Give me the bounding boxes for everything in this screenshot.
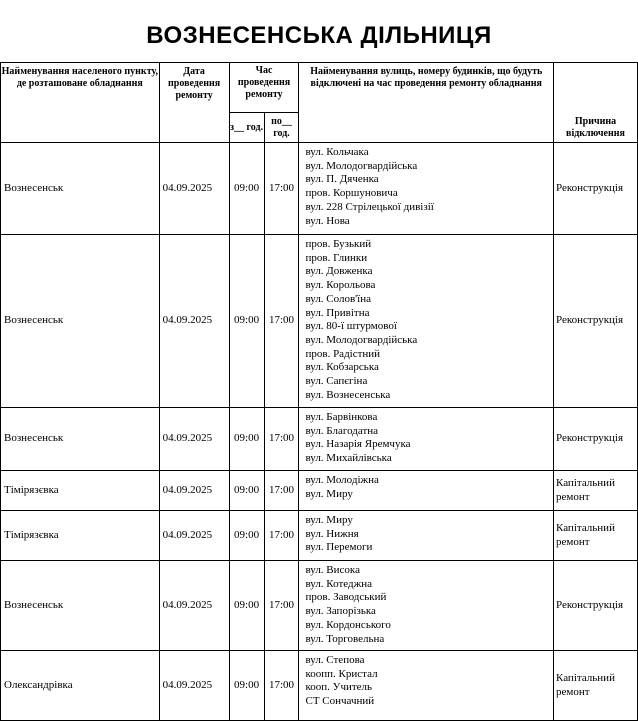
- date-cell: 04.09.2025: [159, 408, 229, 471]
- time-from-cell: 09:00: [229, 408, 264, 471]
- time-to-cell: 17:00: [264, 471, 299, 511]
- street-item: вул. Солов'їна: [305, 292, 371, 305]
- location-cell: Вознесенськ: [1, 408, 160, 471]
- location-cell: Тімірязєвка: [1, 471, 160, 511]
- street-item: пров. Бузький: [305, 238, 372, 250]
- street-item: вул. 228 Стрілецької дивізії: [305, 200, 434, 213]
- streets-cell: [299, 235, 554, 408]
- date-cell: 04.09.2025: [159, 511, 229, 561]
- time-from-cell: 09:00: [229, 471, 264, 511]
- street-item: вул. Благодатна: [305, 424, 379, 437]
- time-from-cell: 09:00: [229, 511, 264, 561]
- date-cell: 04.09.2025: [159, 143, 229, 235]
- streets-cell: [299, 511, 554, 561]
- street-item: вул. Нижня: [305, 527, 359, 540]
- table-row: [1, 651, 638, 721]
- street-item: вул. Кобзарська: [305, 361, 379, 374]
- header-location: Найменування населеного пункту, де розташоване обладнання: [1, 63, 160, 143]
- header-reason: Причина відключення: [554, 113, 638, 143]
- location-cell: Вознесенськ: [1, 143, 160, 235]
- street-item: коопп. Кристал: [305, 667, 378, 680]
- street-item: вул. Довженка: [305, 265, 373, 278]
- time-to-cell: 17:00: [264, 651, 299, 721]
- street-item: кооп. Учитель: [305, 681, 373, 694]
- street-item: вул. Запорізька: [305, 605, 376, 618]
- page-title: ВОЗНЕСЕНСЬКА ДІЛЬНИЦЯ: [146, 22, 492, 49]
- date-cell: 04.09.2025: [159, 561, 229, 651]
- reason-cell: Капітальний ремонт: [554, 471, 638, 511]
- streets-cell: [299, 651, 554, 721]
- location-cell: Вознесенськ: [1, 561, 160, 651]
- street-item: вул. Нова: [305, 214, 350, 227]
- time-from-cell: 09:00: [229, 235, 264, 408]
- reason-cell: Реконструкція: [554, 408, 638, 471]
- table-row: [1, 561, 638, 651]
- reason-cell: Капітальний ремонт: [554, 651, 638, 721]
- time-from-cell: 09:00: [229, 651, 264, 721]
- table-row: [1, 511, 638, 561]
- street-item: вул. П. Дяченка: [305, 173, 379, 186]
- street-item: вул. Перемоги: [305, 541, 373, 554]
- street-item: вул. Висока: [305, 564, 360, 576]
- reason-cell: Реконструкція: [554, 143, 638, 235]
- reason-cell: Капітальний ремонт: [554, 511, 638, 561]
- street-item: вул. Степова: [305, 654, 365, 666]
- time-from-cell: 09:00: [229, 143, 264, 235]
- street-item: вул. Миру: [305, 487, 353, 500]
- streets-cell: [299, 143, 554, 235]
- date-cell: 04.09.2025: [159, 235, 229, 408]
- street-item: вул. Молодіжна: [305, 474, 379, 486]
- street-item: вул. Назарія Яремчука: [305, 438, 411, 451]
- table-row: [1, 235, 638, 408]
- header-time: Час проведення ремонту: [229, 63, 299, 113]
- street-item: пров. Радістний: [305, 347, 381, 360]
- table-row: [1, 471, 638, 511]
- header-streets: Найменування вулиць, номеру будинків, що будуть відключені на час проведення ремонту обладнання: [299, 63, 554, 143]
- location-cell: Вознесенськ: [1, 235, 160, 408]
- street-item: вул. 80-ї штурмової: [305, 320, 397, 333]
- streets-cell: [299, 408, 554, 471]
- reason-cell: Реконструкція: [554, 235, 638, 408]
- street-item: вул. Котеджна: [305, 577, 372, 590]
- street-item: вул. Сапєгіна: [305, 375, 368, 388]
- street-item: вул. Миру: [305, 514, 353, 526]
- time-to-cell: 17:00: [264, 511, 299, 561]
- time-to-cell: 17:00: [264, 143, 299, 235]
- street-item: вул. Вознесенська: [305, 388, 391, 401]
- street-item: вул. Молодогвардійська: [305, 333, 418, 346]
- header-time-to: по__ год.: [264, 113, 299, 143]
- street-item: вул. Кордонського: [305, 618, 391, 631]
- reason-cell: Реконструкція: [554, 561, 638, 651]
- date-cell: 04.09.2025: [159, 651, 229, 721]
- street-item: пров. Глинки: [305, 251, 368, 264]
- table-body: [1, 143, 638, 721]
- table-row: [1, 408, 638, 471]
- streets-cell: [299, 561, 554, 651]
- street-item: СТ Сончачний: [305, 695, 375, 708]
- header-time-from: з__ год.: [229, 113, 264, 143]
- time-to-cell: 17:00: [264, 561, 299, 651]
- street-item: вул. Молодогвардійська: [305, 159, 418, 172]
- street-item: вул. Кольчака: [305, 146, 369, 158]
- header-blank-cell: [554, 63, 638, 113]
- table-row: [1, 143, 638, 235]
- street-item: пров. Заводський: [305, 591, 387, 604]
- header-date: Дата проведення ремонту: [159, 63, 229, 143]
- streets-cell: [299, 471, 554, 511]
- location-cell: Олександрівка: [1, 651, 160, 721]
- date-cell: 04.09.2025: [159, 471, 229, 511]
- street-item: вул. Корольова: [305, 279, 376, 292]
- time-to-cell: 17:00: [264, 408, 299, 471]
- street-item: вул. Торговельна: [305, 632, 385, 645]
- time-to-cell: 17:00: [264, 235, 299, 408]
- street-item: вул. Привітна: [305, 306, 370, 319]
- street-item: пров. Коршуновича: [305, 187, 398, 200]
- street-item: вул. Барвінкова: [305, 411, 378, 423]
- street-item: вул. Михайлівська: [305, 452, 392, 465]
- location-cell: Тімірязєвка: [1, 511, 160, 561]
- time-from-cell: 09:00: [229, 561, 264, 651]
- outage-table: [0, 62, 638, 721]
